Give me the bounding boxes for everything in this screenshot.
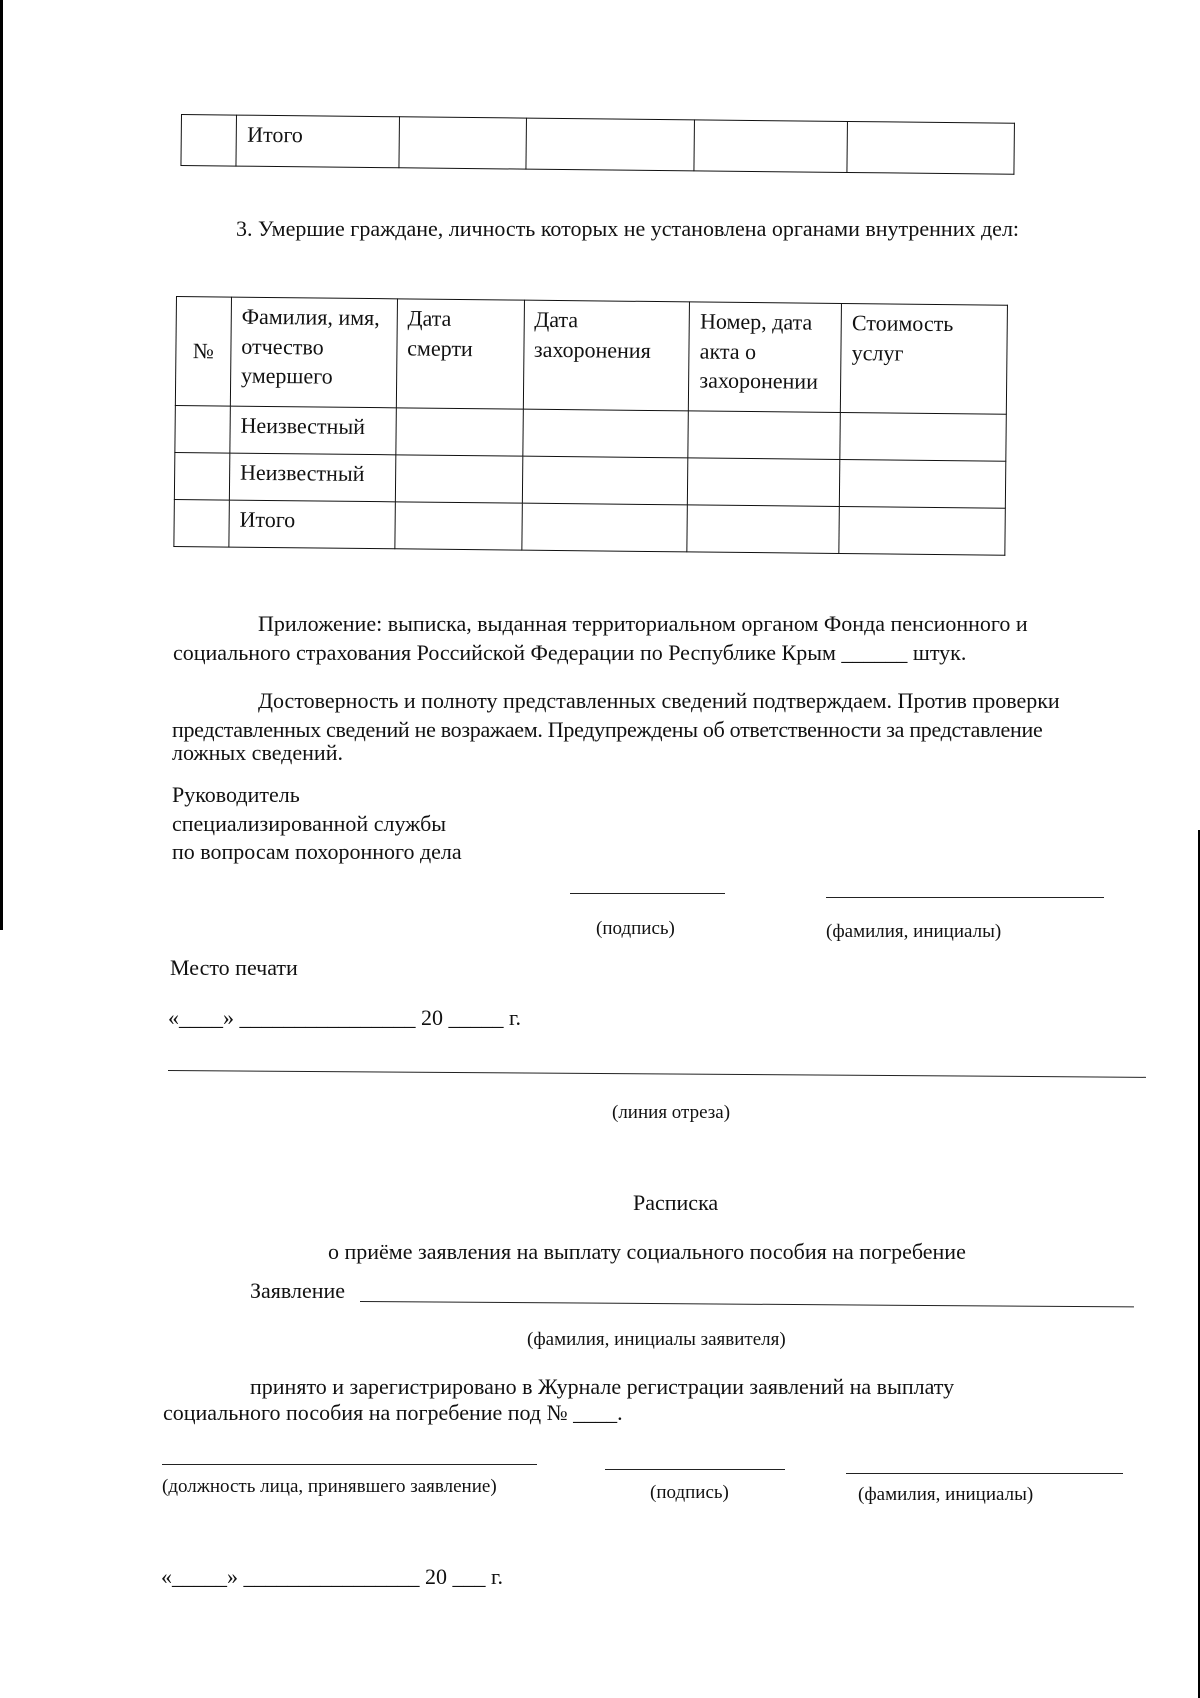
receipt-name-line — [846, 1473, 1123, 1474]
applicant-caption: (фамилия, инициалы заявителя) — [527, 1329, 786, 1350]
signature-line — [570, 893, 725, 894]
certification-line2: представленных сведений не возражаем. Предупреждены об ответственности за представление — [172, 717, 1043, 742]
table-cell — [174, 499, 229, 547]
receipt-signature-line — [605, 1469, 785, 1470]
receipt-title: Расписка — [633, 1190, 719, 1215]
accepted-line2: социального пособия на погребение под № ____. — [163, 1400, 623, 1425]
header-name: Фамилия, имя, отчество умершего — [230, 297, 397, 408]
unidentified-deceased-table — [173, 296, 1008, 556]
table-cell — [688, 411, 840, 460]
applicant-line — [360, 1301, 1134, 1307]
header-cost: Стоимость услуг — [841, 303, 1008, 414]
name-caption: (фамилия, инициалы) — [826, 921, 1002, 942]
header-death-date: Дата смерти — [396, 299, 524, 409]
header-burial-date: Дата захоронения — [523, 300, 690, 411]
receipt-signature-caption: (подпись) — [650, 1482, 729, 1503]
head-title-line2: специализированной службы — [172, 811, 447, 836]
table-cell — [839, 506, 1005, 555]
table-cell — [395, 502, 522, 550]
certification-line3: ложных сведений. — [172, 740, 343, 765]
accepted-line1: принято и зарегистрировано в Журнале регистрации заявлений на выплату — [250, 1374, 955, 1399]
table-cell — [840, 412, 1006, 461]
attachment-line1: Приложение: выписка, выданная территориальном органом Фонда пенсионного и — [258, 611, 1028, 636]
table-cell — [396, 408, 523, 456]
cut-line-caption: (линия отреза) — [612, 1102, 731, 1123]
table-cell — [522, 409, 688, 458]
table-cell — [526, 118, 694, 171]
table-cell — [840, 459, 1006, 508]
table-cell — [687, 505, 839, 554]
table-cell — [847, 121, 1015, 174]
position-line — [162, 1464, 537, 1465]
receipt-date-line: «_____» ________________ 20 ___ г. — [161, 1564, 504, 1589]
stamp-place: Место печати — [170, 955, 298, 980]
statement-label: Заявление — [250, 1278, 346, 1303]
cut-line — [168, 1070, 1146, 1078]
table-cell — [521, 503, 687, 552]
row-name: Неизвестный — [229, 453, 395, 502]
top-total-table — [180, 114, 1014, 175]
name-line — [826, 897, 1104, 898]
table-cell — [175, 405, 230, 453]
row-name: Неизвестный — [230, 406, 396, 455]
table-cell — [174, 452, 229, 500]
attachment-line2: социального страхования Российской Федерации по Республике Крым ______ штук. — [173, 640, 967, 665]
head-title-line3: по вопросам похоронного дела — [172, 839, 462, 864]
scan-edge-left — [0, 0, 3, 930]
table-header-row — [175, 297, 1007, 415]
row-total-label: Итого — [229, 500, 395, 549]
header-num: № — [175, 297, 231, 407]
table-row — [174, 499, 1005, 555]
table-cell — [395, 455, 522, 503]
signature-caption: (подпись) — [596, 918, 675, 939]
header-act: Номер, дата акта о захоронении — [689, 302, 842, 413]
top-total-label: Итого — [236, 115, 399, 168]
table-cell — [398, 117, 526, 169]
position-caption: (должность лица, принявшего заявление) — [162, 1476, 497, 1497]
table-row — [181, 115, 1014, 175]
table-cell — [694, 120, 848, 173]
table-cell — [181, 115, 237, 167]
head-title-line1: Руководитель — [172, 782, 300, 807]
receipt-subtitle: о приёме заявления на выплату социального пособия на погребение — [328, 1239, 966, 1264]
certification-line1: Достоверность и полноту представленных сведений подтверждаем. Против проверки — [258, 688, 1060, 713]
section3-title: 3. Умершие граждане, личность которых не установлена органами внутренних дел: — [236, 216, 1020, 241]
receipt-name-caption: (фамилия, инициалы) — [858, 1484, 1034, 1505]
table-cell — [522, 456, 688, 505]
date-line: «____» ________________ 20 _____ г. — [168, 1005, 522, 1030]
table-cell — [688, 458, 840, 507]
